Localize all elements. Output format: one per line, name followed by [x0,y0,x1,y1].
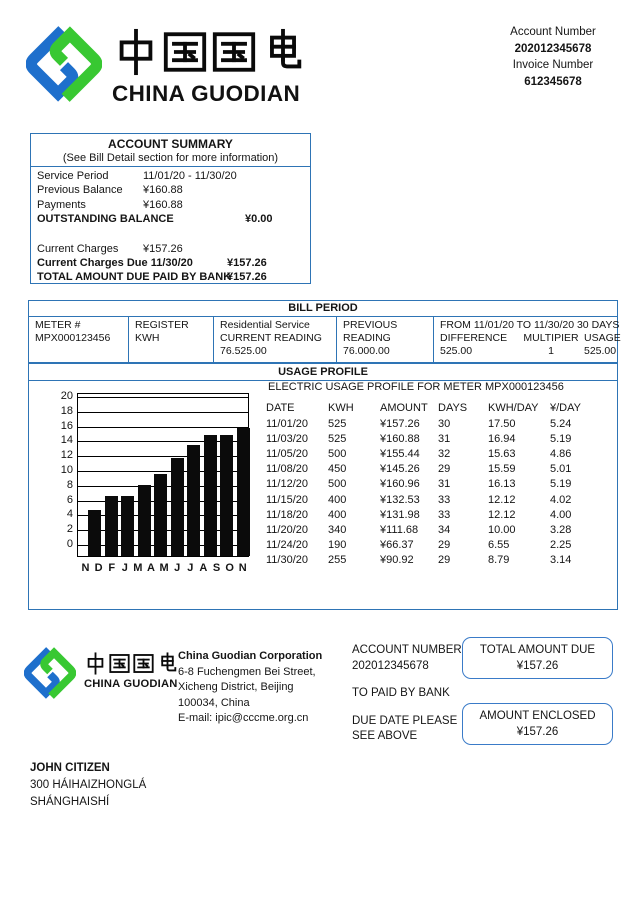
customer-address-lines [30,777,146,811]
total-amount-due-label: TOTAL AMOUNT DUE [479,644,596,656]
chart-x-tick-label: M [133,562,143,574]
total-due-row [31,270,310,284]
text-line: Xicheng District, Beijing [178,681,294,693]
usage-table-cell: 11/30/20 [266,553,309,566]
service-type: Residential Service [220,319,310,331]
usage-table-cell: 11/08/20 [266,463,309,476]
text-line: SEE ABOVE [352,730,418,742]
amount-enclosed-label: AMOUNT ENCLOSED [479,710,596,722]
usage-table-row [266,553,614,568]
chart-x-tick-label: O [225,562,234,574]
usage-table-cell: 190 [328,538,347,551]
account-summary-subtitle: (See Bill Detail section for more information) [31,151,310,167]
previous-balance-label: Previous Balance [37,184,123,197]
usage-table-cell: 16.94 [488,433,516,446]
payment-spacer [352,674,462,686]
chart-gridline [78,397,248,398]
chart-x-tick-label: A [147,562,155,574]
usage-table-cell: 340 [328,523,347,536]
chart-y-tick-label: 10 [60,464,73,476]
usage-table-cell: 11/12/20 [266,478,309,491]
usage-table-cell: 3.28 [550,523,572,536]
usage-table-cell: 29 [438,553,451,566]
charges-due-label: Current Charges Due 11/30/20 [37,256,193,269]
brand-chinese-name [112,28,307,76]
invoice-number-value: 612345678 [524,75,582,88]
summary-spacer [31,227,310,242]
usage-table-cell: ¥145.26 [380,463,420,476]
total-amount-due-box [462,637,613,679]
multiplier-label: MULTIPIER [523,332,579,345]
chart-bar [204,435,217,556]
usage-table-cell: 33 [438,493,451,506]
previous-reading-value: 76.000.00 [343,345,390,358]
multiplier-value: 1 [548,345,554,358]
usage-table-cell: ¥90.92 [380,553,414,566]
paid-by-bank-text: TO PAID BY BANK [352,687,450,699]
usage-table-cell: 32 [438,448,451,461]
usage-table-cell: 5.24 [550,418,572,431]
usage-table-cell: ¥66.37 [380,538,414,551]
usage-table-cell: 12.12 [488,508,516,521]
usage-table-cell: 525 [328,418,347,431]
usage-bar-chart [46,390,258,582]
payments-value: ¥160.88 [143,198,183,211]
customer-name: JOHN CITIZEN [30,762,110,774]
total-amount-due-value: ¥157.26 [516,659,559,672]
china-guodian-logo-icon [26,26,102,102]
previous-reading-cell [336,317,433,362]
usage-table-cell: ¥157.26 [380,418,420,431]
meter-label: METER # [35,319,81,331]
company-name: China Guodian Corporation [178,650,323,662]
cjk-glyph [156,652,179,675]
usage-table-cell: 11/05/20 [266,448,309,461]
usage-table-cell: 17.50 [488,418,516,431]
service-period-label: Service Period [37,170,109,182]
current-reading-cell [213,317,336,362]
chart-x-tick-label: N [238,562,247,574]
current-charges-value: ¥157.26 [143,242,183,255]
usage-table-cell: 11/24/20 [266,538,309,551]
cjk-glyph [259,28,307,76]
amount-enclosed-box [462,703,613,745]
chart-gridline [78,412,248,413]
previous-balance-value: ¥160.88 [143,184,183,197]
account-summary-title: ACCOUNT SUMMARY [108,137,233,151]
usage-table-header-cell: KWH/DAY [488,402,539,414]
period-line: FROM 11/01/20 TO 11/30/20 30 DAYS [440,319,620,331]
usage-table-row [266,538,614,553]
total-due-value: ¥157.26 [227,271,267,284]
bill-period-title: BILL PERIOD [29,301,617,317]
chart-bar [237,428,250,556]
usage-table-cell: 11/18/20 [266,508,309,521]
usage-table-cell: 500 [328,478,347,491]
current-charges-label: Current Charges [37,242,119,255]
usage-table-cell: ¥160.88 [380,433,420,446]
usage-table-cell: 34 [438,523,451,536]
meter-cell [29,317,128,362]
invoice-number-label: Invoice Number [512,59,594,71]
usage-table-row [266,462,614,477]
usage-sub-values [440,345,621,358]
usage-table-cell: 2.25 [550,538,572,551]
usage-label: USAGE [584,332,621,345]
usage-table-cell: 33 [438,508,451,521]
usage-table-cell: 12.12 [488,493,516,506]
current-reading-label: CURRENT READING [220,332,322,345]
usage-table-cell: 400 [328,508,347,521]
chart-x-tick-label: J [187,562,194,574]
usage-table-cell: 8.79 [488,553,510,566]
usage-table-cell: 11/15/20 [266,493,309,506]
outstanding-balance-value: ¥0.00 [245,213,273,226]
usage-table-header-cell: DAYS [438,402,468,414]
register-label: REGISTER [135,319,189,331]
chart-x-tick-label: F [108,562,116,574]
chart-x-tick-label: J [121,562,128,574]
account-number-value: 202012345678 [514,42,592,55]
usage-table-row [266,493,614,508]
usage-table-cell: 5.01 [550,463,572,476]
usage-table-header-cell: DATE [266,402,295,414]
cjk-glyph [161,28,209,76]
usage-table-cell: 525 [328,433,347,446]
usage-table-row [266,477,614,492]
chart-x-tick-label: D [94,562,103,574]
usage-table-cell: 5.19 [550,478,572,491]
register-value: KWH [135,332,160,345]
usage-table-cell: 15.59 [488,463,516,476]
usage-table-row [266,432,614,447]
chart-bar [220,435,233,556]
meter-value: MPX000123456 [35,332,111,345]
brand-english-name: CHINA GUODIAN [112,81,301,106]
chart-bar [154,474,167,556]
footer-account-number-label: ACCOUNT NUMBER [352,644,462,656]
usage-table-cell: 31 [438,433,451,446]
usage-table-body [266,417,614,568]
due-date-lines [352,714,462,745]
usage-table-cell: 29 [438,538,451,551]
chart-y-tick-label: 4 [66,508,73,521]
chart-y-tick-label: 16 [60,419,73,432]
footer-account-number-value: 202012345678 [352,659,429,672]
account-summary-box [30,133,311,284]
previous-reading-label: PREVIOUS READING [343,319,398,345]
usage-table-cell: 3.14 [550,553,572,566]
usage-table-cell: 11/03/20 [266,433,309,446]
usage-table-header-cell: ¥/DAY [550,402,581,414]
chart-x-tick-label: A [199,562,208,574]
chart-bar [121,496,134,556]
chart-y-tick-label: 0 [66,538,73,550]
usage-table-cell: 255 [328,553,347,566]
payment-info-block [352,643,462,745]
chart-plot-area [77,393,249,557]
current-reading-value: 76.525.00 [220,345,267,358]
chart-x-tick-label: M [159,562,169,574]
chart-bar [171,458,184,556]
usage-table-cell: 15.63 [488,448,516,461]
footer-brand-chinese-name [84,652,179,675]
chart-y-tick-label: 12 [60,449,73,462]
usage-table-cell: 10.00 [488,523,516,536]
company-address-block [178,649,322,727]
register-cell [128,317,213,362]
difference-label: DIFFERENCE [440,332,508,345]
chart-y-tick-label: 2 [66,523,73,536]
chart-bar [105,496,118,556]
chart-y-tick-label: 18 [60,404,73,417]
usage-history-table [266,401,614,568]
usage-table-cell: 30 [438,418,451,431]
usage-table-row [266,523,614,538]
chart-gridline [78,427,248,428]
usage-table-cell: ¥160.96 [380,478,420,491]
usage-table-cell: 400 [328,493,347,506]
bill-period-body [29,317,621,362]
cjk-glyph [84,652,107,675]
cjk-glyph [108,652,131,675]
usage-table-cell: 5.19 [550,433,572,446]
china-guodian-logo-small-icon [24,647,76,699]
chart-bar [138,485,151,556]
chart-y-tick-label: 14 [60,434,73,447]
usage-table-cell: ¥155.44 [380,448,420,461]
chart-bar [88,510,101,556]
usage-table-cell: 4.02 [550,493,572,506]
usage-table-cell: ¥111.68 [380,523,419,536]
period-usage-cell [433,317,621,362]
company-address-lines [178,665,322,727]
chart-title: ELECTRIC USAGE PROFILE FOR METER MPX000123456 [268,381,564,393]
difference-value: 525.00 [440,345,473,358]
footer-brand-block [84,652,179,690]
usage-table-cell: 11/20/20 [266,523,309,536]
payments-row [31,198,310,212]
chart-y-tick-label: 20 [60,390,73,402]
usage-table-row [266,417,614,432]
text-line: E-mail: ipic@cccme.org.cn [178,712,309,724]
chart-x-tick-label: N [81,562,90,574]
usage-table-cell: 31 [438,478,451,491]
text-line: 100034, China [178,696,250,709]
amount-enclosed-value: ¥157.26 [516,725,559,738]
service-period-value: 11/01/20 - 11/30/20 [143,170,237,182]
outstanding-balance-label: OUTSTANDING BALANCE [37,213,174,226]
outstanding-balance-row [31,212,310,226]
usage-sub-headers [440,332,621,345]
text-line: 6-8 Fuchengmen Bei Street, [178,665,316,678]
account-number-label: Account Number [510,26,596,38]
payment-spacer [352,702,462,714]
usage-table-header-cell: KWH [328,402,354,414]
usage-table-cell: 6.55 [488,538,510,551]
usage-table-cell: 450 [328,463,347,476]
cjk-glyph [112,28,160,76]
text-line: DUE DATE PLEASE [352,714,458,727]
previous-balance-row [31,183,310,197]
chart-y-tick-label: 8 [66,478,73,491]
brand-block [112,28,307,107]
charges-due-value: ¥157.26 [227,256,267,269]
footer-brand-english-name: CHINA GUODIAN [84,678,178,690]
usage-table-row [266,447,614,462]
cjk-glyph [132,652,155,675]
service-period-row [31,169,310,183]
cjk-glyph [210,28,258,76]
usage-table-row [266,508,614,523]
account-invoice-block [492,24,614,90]
chart-x-tick-label: S [212,562,221,574]
account-summary-rows [31,167,310,285]
chart-bar [187,445,200,556]
usage-table-header-cell: AMOUNT [380,402,428,414]
total-due-label: TOTAL AMOUNT DUE PAID BY BANK [37,271,232,284]
usage-table-cell: 4.86 [550,448,572,461]
usage-table-header-row [266,401,614,416]
text-line: 300 HÁIHAIZHONGLÁ [30,779,147,791]
usage-table-cell: 4.00 [550,508,572,521]
usage-table-cell: ¥132.53 [380,493,420,506]
usage-table-cell: ¥131.98 [380,508,420,521]
usage-table-cell: 16.13 [488,478,516,491]
usage-table-cell: 11/01/20 [266,418,309,431]
usage-value: 525.00 [584,345,617,358]
usage-table-cell: 500 [328,448,347,461]
chart-x-tick-label: J [174,562,181,574]
usage-profile-title: USAGE PROFILE [29,364,617,381]
current-charges-row [31,242,310,256]
usage-table-cell: 29 [438,463,451,476]
bill-period-table [28,300,621,363]
text-line: SHÁNGHAISHÍ [30,796,110,808]
customer-address-block [30,760,146,811]
charges-due-row [31,256,310,270]
payments-label: Payments [37,198,86,211]
chart-y-tick-label: 6 [66,493,73,506]
